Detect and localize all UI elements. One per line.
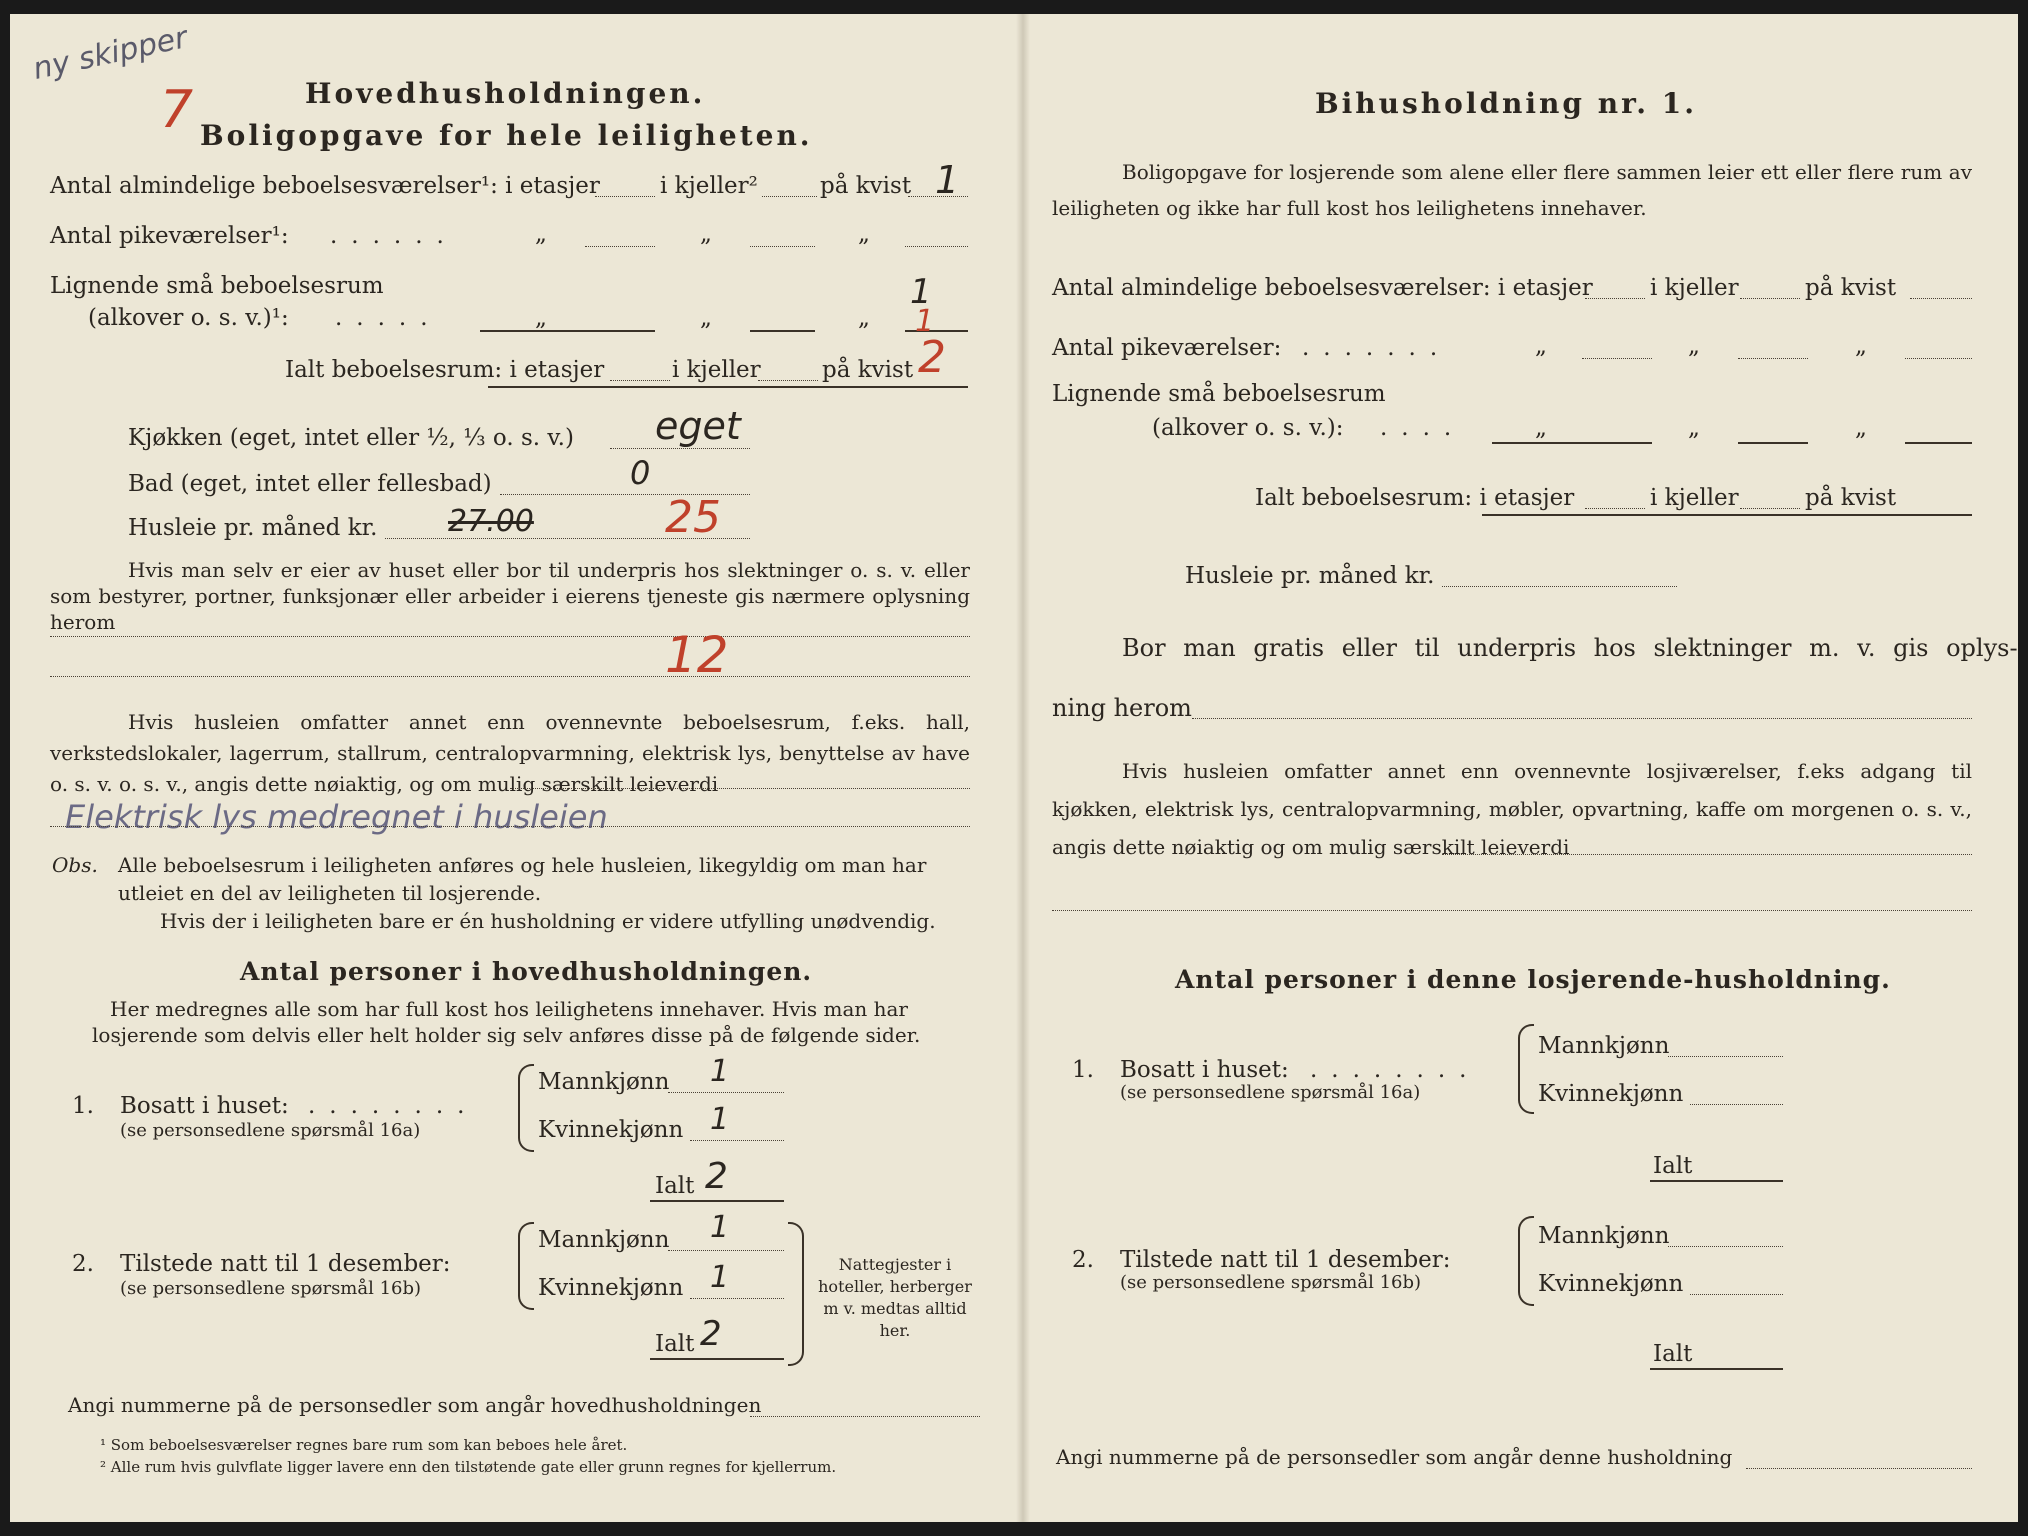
row1-label: Antal almindelige beboelsesværelser¹: i etasjer [50, 173, 600, 199]
right-ialt-etasjer-field[interactable] [1585, 508, 1645, 509]
left-q2-ialt-label: Ialt [655, 1331, 695, 1357]
ialt-etasjer-field[interactable] [610, 380, 670, 381]
leieverdi-value: Elektrisk lys medregnet i husleien [65, 798, 608, 836]
eier-value: 12 [665, 626, 729, 684]
left-title: Hovedhusholdningen. [305, 77, 706, 110]
obs-line-3: Hvis der i leiligheten bare er én husholdning er videre utfylling unødvendig. [160, 909, 936, 933]
row2-dots: ...... [330, 223, 458, 249]
right-q1-brace [1518, 1024, 1534, 1114]
right-ialt-label: Ialt beboelsesrum: i etasjer [1255, 485, 1575, 511]
right-row1-kjeller-field[interactable] [1740, 298, 1800, 299]
row2-kjeller-field[interactable] [750, 246, 815, 247]
right-q2-mann-label: Mannkjønn [1538, 1223, 1670, 1249]
right-angi-label: Angi nummerne på de personsedler som angår denne husholdning [1056, 1445, 1733, 1469]
left-q1-kvinne-value: 1 [710, 1102, 730, 1137]
left-q2-mann-field[interactable] [668, 1250, 784, 1251]
right-q2-ialt-field[interactable] [1650, 1368, 1783, 1370]
bad-label: Bad (eget, intet eller fellesbad) [128, 471, 492, 497]
left-q1-kvinne-field[interactable] [690, 1140, 784, 1141]
left-q1-brace [518, 1064, 534, 1152]
left-subtitle: Boligopgave for hele leiligheten. [200, 119, 813, 152]
row3-label-a: Lignende små beboelsesrum [50, 273, 384, 299]
right-row1-kvist-label: på kvist [1805, 275, 1897, 301]
census-form-sheet: ny skipper 7 Hovedhusholdningen. Boligopgave for hele leiligheten. Antal almindelige beboelsesværelser¹: i etasjer i kjeller² på kvist 1 Antal pikeværelser¹: ...... „ „ „ Lignende små beboelsesrum (alkover o. s. v.)¹: ..... „ „ „ 1 1 Ialt beboelsesrum: i etasjer i kjeller på kvist 2 Kjøkken (eget, intet eller ½, ⅓ o. s. v.) eget Bad (eget, intet eller fellesbad) 0 Husleie pr. måned kr. 27.00 25 Hvis man selv er eier av huset eller bor til underpris hos slektninger o. s. v. eller som bestyrer, portner, funksjonær eller arbeider i eierens tjeneste gis nærmere oplysning herom 12 Hvis husleien omfatter annet enn ovennevnte beboelsesrum, f.eks. hall, verkstedslokaler, lagerrum, stallrum, centralopvarmning, elektrisk lys, benyttelse av have o. s. v. o. s. v., angis dette nøiaktig, og om mulig særskilt leieverdi Elektrisk lys medregnet i husleien Obs. Alle beboelsesrum i leiligheten anføres og hele husleien, likegyldig om man har utleiet en del av leiligheten til losjerende. Hvis der i leiligheten bare er én husholdning er videre utfylling unødvendig. Antal personer i hovedhusholdningen. Her medregnes alle som har full kost hos leilighetens innehaver. Hvis man har losjerende som delvis eller helt holder sig selv anføres disse på de følgende sider. 1. Bosatt i huset: ........ (se personsedlene spørsmål 16a) Mannkjønn 1 Kvinnekjønn 1 Ialt 2 2. Tilstede natt til 1 desember: (se personsedlene spørsmål 16b) Mannkjønn 1 Kvinnekjønn 1 Ialt 2 Nattegjester i hoteller, herberger m v. medtas alltid her. Angi nummerne på de personsedler som angår hovedhusholdningen ¹ Som beboelsesværelser regnes bare rum som kan beboes hele året. ² Alle rum hvis gulvflate ligger lavere enn den tilstøtende gate eller grunn regnes for kjellerrum. Bihusholdning nr. 1. Boligopgave for losjerende som alene eller flere sammen leier ett eller flere rum av leiligheten og ikke har full kost hos leilighetens innehaver. Antal almindelige beboelsesværelser: i etasjer i kjeller på kvist Antal pikeværelser: ....... „ „ „ Lignende små beboelsesrum (alkover o. s. v.): .... „ „ „ Ialt beboelsesrum: i etasjer i kjeller på kvist Husleie pr. måned kr. Bor man gratis eller til underpris hos slektninger m. v. gis oplys- ning herom Hvis husleien omfatter annet enn ovennevnte losjiværelser, f.eks adgang til kjøkken, elektrisk lys, centralopvarmning, møbler, opvartning, kaffe om morgenen o. s. v., angis dette nøiaktig og om mulig særskilt leieverdi Antal personer i denne losjerende-husholdning. 1. Bosatt i huset: ........ (se personsedlene spørsmål 16a) Mannkjønn Kvinnekjønn Ialt 2. Tilstede natt til 1 desember: (se personsedlene spørsmål 16b) Mannkjønn Kvinnekjønn Ialt Angi nummerne på de personsedler som angår denne husholdning [10, 14, 2018, 1522]
right-husleie-field[interactable] [1442, 586, 1677, 587]
husleie-omfatter-paragraph: Hvis husleien omfatter annet enn ovennevnte beboelsesrum, f.eks. hall, verkstedslokaler, lagerrum, stallrum, centralopvarmning, elektrisk lys, benyttelse av have o. s. v. o. s. v., angis dette nøiaktig, og om mulig særskilt leieverdi [50, 710, 970, 796]
right-row1-kvist-field[interactable] [1910, 298, 1972, 299]
left-q1-kvinne-label: Kvinnekjønn [538, 1117, 684, 1143]
right-row2-kjeller-field[interactable] [1738, 358, 1808, 359]
right-title: Bihusholdning nr. 1. [1315, 87, 1697, 120]
footnote-2: ² Alle rum hvis gulvflate ligger lavere enn den tilstøtende gate eller grunn regnes for kjellerrum. [100, 1458, 837, 1476]
left-q1-mann-label: Mannkjønn [538, 1069, 670, 1095]
left-q2-mann-label: Mannkjønn [538, 1227, 670, 1253]
left-q1-ialt-field[interactable] [650, 1200, 784, 1202]
left-q1-mann-field[interactable] [668, 1092, 784, 1093]
row3-value: 1 [915, 304, 935, 339]
right-omfatter-paragraph: Hvis husleien omfatter annet enn ovennevnte losjiværelser, f.eks adgang til kjøkken, elektrisk lys, centralopvarmning, møbler, opvartning, kaffe om morgenen o. s. v., angis dette nøiaktig og om mulig særskilt leieverdi [1052, 759, 1972, 859]
eier-field-2[interactable] [50, 676, 970, 677]
right-row2-etasjer-field[interactable] [1582, 358, 1652, 359]
right-row1-kjeller-label: i kjeller [1650, 275, 1739, 301]
right-q2-num: 2. [1072, 1247, 1094, 1273]
eier-field-1[interactable] [50, 636, 970, 637]
ialt-kjeller-label: i kjeller [672, 357, 761, 383]
left-q2-ialt-value: 2 [700, 1314, 722, 1354]
right-angi-field[interactable] [1746, 1468, 1972, 1469]
row1-kjeller-field[interactable] [762, 196, 817, 197]
right-husleie-label: Husleie pr. måned kr. [1185, 563, 1435, 589]
right-gratis-line-1: Bor man gratis eller til underpris hos slektninger m. v. gis oplys- [1122, 634, 2018, 662]
right-q2-mann-field[interactable] [1668, 1246, 1783, 1247]
page-fold [1016, 14, 1030, 1522]
right-ialt-kvist-label: på kvist [1805, 485, 1897, 511]
obs-label: Obs. [52, 853, 98, 877]
eier-paragraph: Hvis man selv er eier av huset eller bor til underpris hos slektninger o. s. v. eller som bestyrer, portner, funksjonær eller arbeider i eierens tjeneste gis nærmere oplysning herom [50, 558, 970, 634]
right-q2-label: Tilstede natt til 1 desember: [1120, 1247, 1451, 1273]
left-angi-label: Angi nummerne på de personsedler som angår hovedhusholdningen [68, 1393, 762, 1417]
footnote-1: ¹ Som beboelsesværelser regnes bare rum som kan beboes hele året. [100, 1436, 628, 1454]
right-q1-kvinne-field[interactable] [1690, 1104, 1783, 1105]
leieverdi-field[interactable] [510, 788, 970, 789]
left-q1-num: 1. [72, 1093, 94, 1119]
row2-etasjer-field[interactable] [585, 246, 655, 247]
obs-line-2: utleiet en del av leiligheten til losjerende. [118, 881, 542, 905]
row2-kvist-field[interactable] [905, 246, 968, 247]
right-q1-ialt-field[interactable] [1650, 1180, 1783, 1182]
right-q1-mann-field[interactable] [1668, 1056, 1783, 1057]
page-number: 7 [160, 80, 194, 140]
left-persons-desc-2: losjerende som delvis eller helt holder sig selv anføres disse på de følgende sider. [92, 1023, 921, 1047]
left-q2-kvinne-value: 1 [710, 1260, 730, 1295]
right-row2-label: Antal pikeværelser: [1052, 335, 1282, 361]
right-q1-ialt-label: Ialt [1653, 1153, 1693, 1179]
left-q2-mann-value: 1 [710, 1210, 730, 1245]
row1-kvist-label: på kvist [820, 173, 912, 199]
ialt-kvist-label: på kvist [822, 357, 914, 383]
right-leieverdi-field[interactable] [1442, 854, 1972, 855]
kjokken-label: Kjøkken (eget, intet eller ½, ⅓ o. s. v.) [128, 425, 574, 451]
kjokken-value: eget [655, 404, 741, 448]
right-q1-sub: (se personsedlene spørsmål 16a) [1120, 1082, 1421, 1103]
right-q2-ialt-label: Ialt [1653, 1341, 1693, 1367]
right-gratis-line-2: ning herom [1052, 694, 1192, 722]
right-q2-sub: (se personsedlene spørsmål 16b) [1120, 1272, 1422, 1293]
right-q2-kvinne-label: Kvinnekjønn [1538, 1271, 1684, 1297]
left-q1-ialt-value: 2 [705, 1156, 728, 1197]
left-q2-sub: (se personsedlene spørsmål 16b) [120, 1278, 422, 1299]
left-q2-num: 2. [72, 1251, 94, 1277]
right-row1-etasjer-field[interactable] [1585, 298, 1645, 299]
left-q1-sub: (se personsedlene spørsmål 16a) [120, 1120, 421, 1141]
right-leieverdi-field-2[interactable] [1052, 910, 1972, 911]
right-row2-kvist-field[interactable] [1905, 358, 1972, 359]
left-q2-right-brace [788, 1222, 804, 1366]
right-q1-mann-label: Mannkjønn [1538, 1033, 1670, 1059]
row1-etasjer-field[interactable] [595, 196, 655, 197]
left-persons-desc-1: Her medregnes alle som har full kost hos leilighetens innehaver. Hvis man har [110, 997, 908, 1021]
bad-value: 0 [630, 454, 651, 492]
right-intro: Boligopgave for losjerende som alene eller flere sammen leier ett eller flere rum av leiligheten og ikke har full kost hos leilighetens innehaver. [1052, 160, 1972, 220]
right-ialt-kjeller-field[interactable] [1740, 508, 1800, 509]
left-q2-ialt-field[interactable] [650, 1358, 784, 1360]
ialt-value: 2 [918, 332, 946, 383]
right-row1-label: Antal almindelige beboelsesværelser: i etasjer [1052, 275, 1593, 301]
row3-kjeller-field[interactable] [750, 330, 815, 332]
left-q2-kvinne-field[interactable] [690, 1298, 784, 1299]
margin-note: ny skipper [30, 20, 191, 87]
right-q1-num: 1. [1072, 1057, 1094, 1083]
row1-kvist-value: 1 [935, 158, 960, 202]
row1-kjeller-label: i kjeller² [660, 173, 758, 199]
right-row3-etasjer-field[interactable] [1492, 442, 1652, 444]
husleie-value-old: 27.00 [448, 504, 534, 539]
left-q2-label: Tilstede natt til 1 desember: [120, 1251, 451, 1277]
right-q2-kvinne-field[interactable] [1690, 1294, 1783, 1295]
left-q1-mann-value: 1 [710, 1054, 730, 1089]
row3-label-b: (alkover o. s. v.)¹: [88, 305, 289, 331]
left-q1-label: Bosatt i huset: [120, 1093, 289, 1119]
husleie-label: Husleie pr. måned kr. [128, 515, 378, 541]
right-q2-brace [1518, 1216, 1534, 1306]
right-row3-label-a: Lignende små beboelsesrum [1052, 381, 1386, 407]
obs-line-1: Alle beboelsesrum i leiligheten anføres og hele husleien, likegyldig om man har [118, 853, 927, 877]
leieverdi-field-2[interactable] [50, 826, 970, 827]
right-row3-kvist-field[interactable] [1905, 442, 1972, 444]
ialt-label: Ialt beboelsesrum: i etasjer [285, 357, 605, 383]
right-row3-label-b: (alkover o. s. v.): [1152, 415, 1344, 441]
left-persons-title: Antal personer i hovedhusholdningen. [240, 957, 813, 986]
left-q2-kvinne-label: Kvinnekjønn [538, 1275, 684, 1301]
left-q2-brace [518, 1222, 534, 1310]
right-persons-title: Antal personer i denne losjerende-husholdning. [1175, 965, 1891, 994]
left-q2-note: Nattegjester i hoteller, herberger m v. medtas alltid her. [818, 1255, 972, 1340]
right-ialt-kjeller-label: i kjeller [1650, 485, 1739, 511]
ialt-kjeller-field[interactable] [758, 380, 818, 381]
left-q1-ialt-label: Ialt [655, 1173, 695, 1199]
right-gratis-field[interactable] [1192, 718, 1972, 719]
husleie-value: 25 [665, 492, 721, 543]
right-q1-label: Bosatt i huset: [1120, 1057, 1289, 1083]
right-row3-kjeller-field[interactable] [1738, 442, 1808, 444]
kjokken-field[interactable] [610, 448, 750, 449]
row3-etasjer-field[interactable] [480, 330, 655, 332]
right-q1-kvinne-label: Kvinnekjønn [1538, 1081, 1684, 1107]
row2-label: Antal pikeværelser¹: [50, 223, 289, 249]
left-angi-field[interactable] [750, 1416, 980, 1417]
row3-value-top: 1 [910, 272, 932, 312]
